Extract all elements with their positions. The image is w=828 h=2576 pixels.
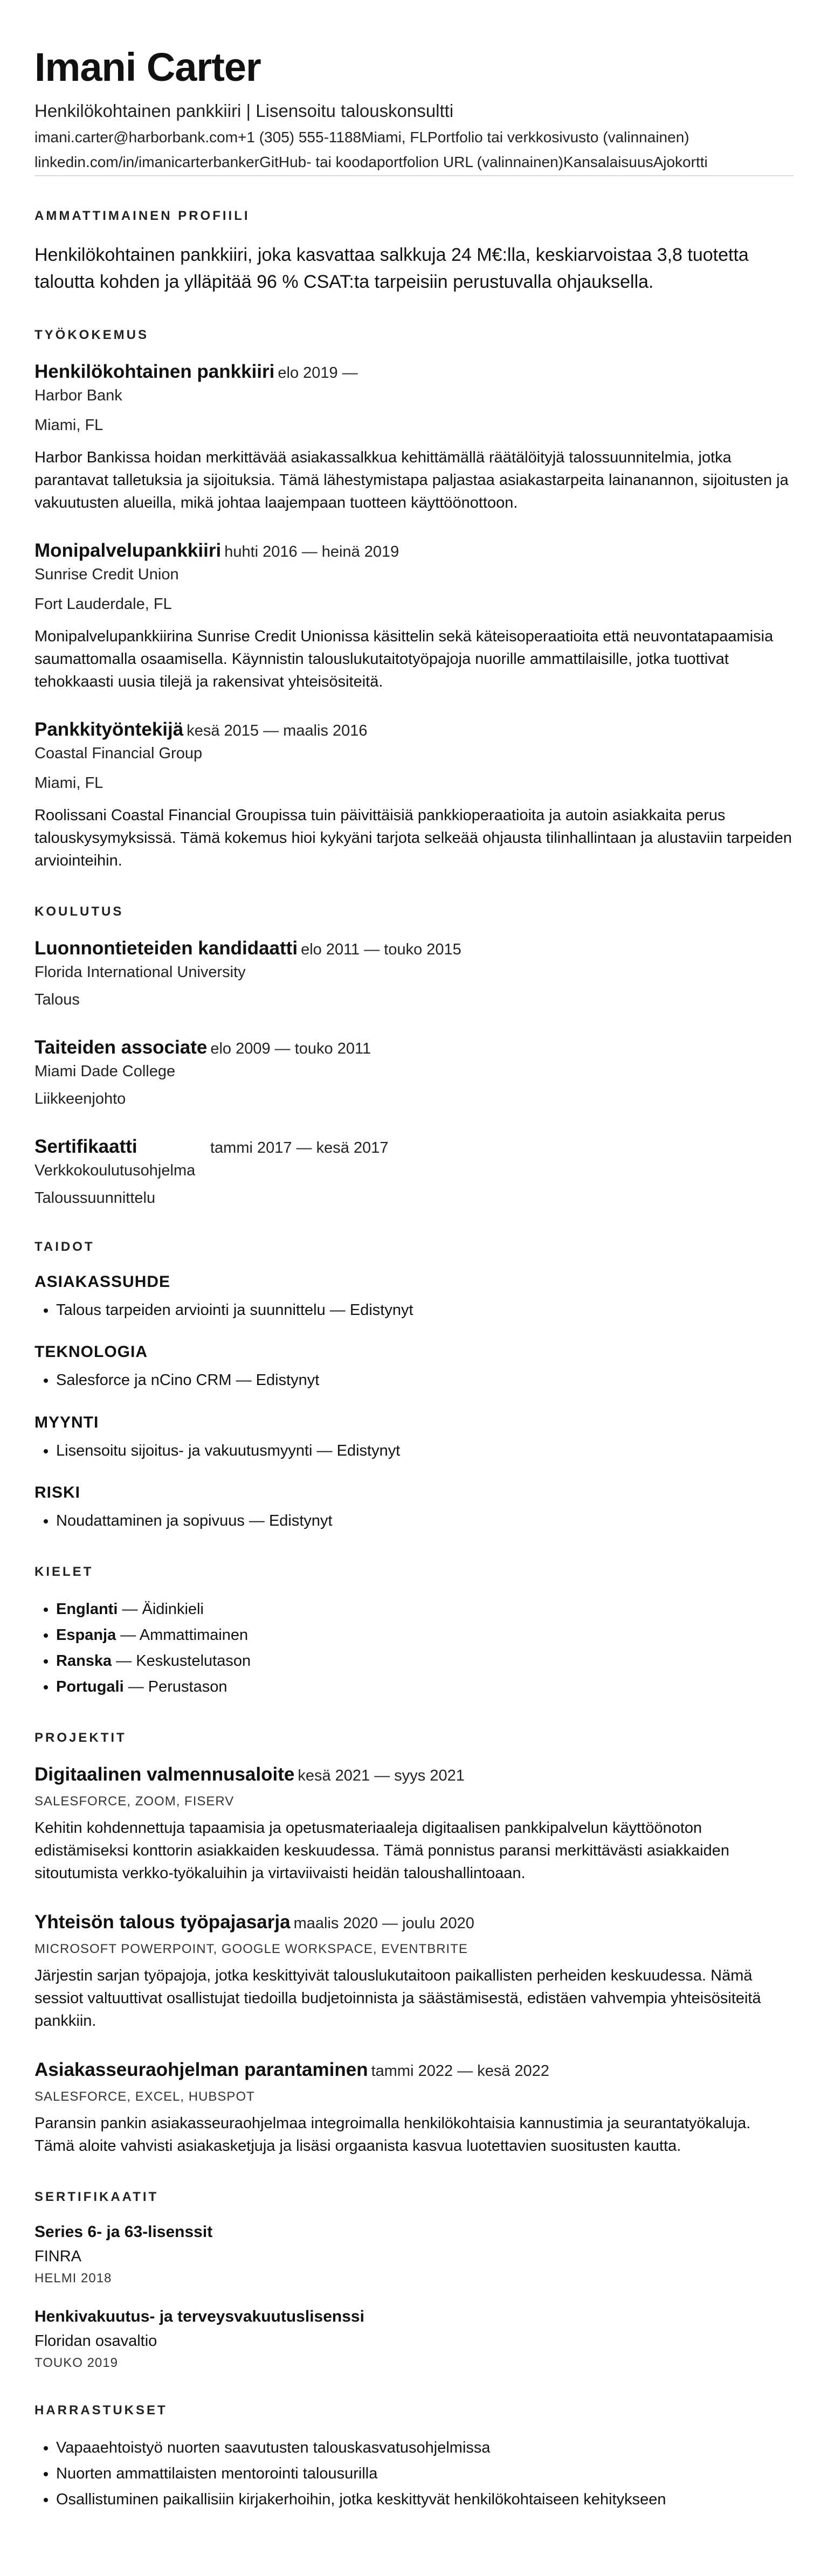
- project-entry-head: [34, 1912, 794, 1933]
- skill-item: • Noudattaminen ja sopivuus — Edistynyt: [56, 1509, 794, 1532]
- skill-category: MYYNTI: [34, 1413, 99, 1431]
- degree-dates: elo 2009 — touko 2011: [210, 1040, 371, 1058]
- degree-title: Luonnontieteiden kandidaatti: [34, 938, 298, 959]
- job-location: Miami, FL: [34, 416, 104, 434]
- language-name: Ranska: [56, 1652, 112, 1670]
- job-location: Fort Lauderdale, FL: [34, 595, 172, 613]
- section-title-education: KOULUTUS: [34, 904, 124, 919]
- project-name: Digitaalinen valmennusaloite: [34, 1763, 295, 1785]
- skill-list: [34, 1509, 794, 1532]
- skill-group: [34, 1343, 794, 1391]
- languages-section: [34, 1564, 794, 1698]
- language-level: — Äidinkieli: [118, 1600, 204, 1618]
- skill-list: [34, 1369, 794, 1391]
- project-tech: MICROSOFT POWERPOINT, GOOGLE WORKSPACE, EVENTBRITE: [34, 1941, 468, 1956]
- experience-entry-head: [34, 361, 794, 383]
- section-title-profile: AMMATTIMAINEN PROFIILI: [34, 209, 250, 224]
- skill-group: [34, 1484, 794, 1532]
- candidate-name: Imani Carter: [34, 45, 261, 89]
- education-entry: [34, 938, 794, 1009]
- job-description: Harbor Bankissa hoidan merkittävää asiakassalkkua kehittämällä räätälöityjä talossuunnitelmia, jotka parantavat talletuksia ja sijoituksia. Tämä lähestymistapa paljastaa asiakastarpeita lainanannon, sijoitusten ja vakuutusten alueilla, mikä johtaa laajempaan tuotteen käyttöönottoon.: [34, 448, 789, 512]
- contact-linkedin[interactable]: linkedin.com/in/imanicarterbanker: [34, 154, 260, 171]
- project-description: Kehitin kohdennettuja tapaamisia ja opetusmateriaaleja digitaalisen pankkipalvelun käyttöönoton edistämiseksi konttorin asiakkaiden keskuudessa. Tämä ponnistus paransi merkittävästi asiakkaiden sitoutumista verkko-työkaluihin ja virtaviivaisti heidän taloushallintoaan.: [34, 1819, 729, 1882]
- education-section: [34, 904, 794, 1207]
- language-level: — Keskustelutason: [112, 1652, 251, 1670]
- certification-name: Henkivakuutus- ja terveysvakuutuslisenssi: [34, 2308, 364, 2326]
- language-item: [56, 1675, 794, 1698]
- language-name: Portugali: [56, 1678, 124, 1695]
- experience-entry: [34, 540, 794, 693]
- hobby-list: [34, 2436, 794, 2511]
- header-divider: [34, 175, 794, 176]
- projects-section: [34, 1730, 794, 2157]
- degree-title: Taiteiden associate: [34, 1037, 208, 1058]
- language-name: Espanja: [56, 1626, 116, 1644]
- contact-email[interactable]: imani.carter@harborbank.com: [34, 129, 238, 146]
- project-entry-head: [34, 1764, 794, 1785]
- job-title: Pankkityöntekijä: [34, 719, 184, 740]
- skill-list: [34, 1299, 794, 1321]
- study-field: Taloussuunnittelu: [34, 1189, 156, 1207]
- job-company: Coastal Financial Group: [34, 745, 203, 763]
- candidate-headline: Henkilökohtainen pankkiiri | Lisensoitu talouskonsultti: [34, 101, 454, 121]
- project-name: Asiakasseuraohjelman parantaminen: [34, 2059, 368, 2081]
- resume-header: [34, 45, 794, 176]
- project-entry: [34, 2059, 794, 2157]
- job-description: Monipalvelupankkiirina Sunrise Credit Unionissa käsittelin sekä käteisoperaatioita että neuvontatapaamisia saumattomalla osaamisella. Käynnistin talouslukutaitotyöpajoja nuorille ammattilaisille, jotka tuottivat tehokkaasti uusia tilejä ja rakensivat yhteisösiteitä.: [34, 628, 774, 691]
- section-title-certifications: SERTIFIKAATIT: [34, 2190, 159, 2205]
- project-entry: [34, 1764, 794, 1885]
- project-name: Yhteisön talous työpajasarja: [34, 1911, 291, 1933]
- certification-entry: [34, 2223, 794, 2286]
- hobby-item: • Nuorten ammattilaisten mentorointi talousurilla: [56, 2462, 794, 2485]
- project-description: Paransin pankin asiakasseuraohjelmaa integroimalla henkilökohtaisia kannustimia ja seurantatyökaluja. Tämä aloite vahvisti asiakasketjuja ja lisäsi orgaanista kasvua luotettavien suositusten kautta.: [34, 2115, 751, 2155]
- education-entry: [34, 1037, 794, 1108]
- degree-dates: elo 2011 — touko 2015: [301, 941, 461, 959]
- certifications-section: [34, 2190, 794, 2371]
- certification-date: HELMI 2018: [34, 2271, 112, 2286]
- job-dates: kesä 2015 — maalis 2016: [187, 722, 368, 740]
- project-tech: SALESFORCE, ZOOM, FISERV: [34, 1793, 234, 1809]
- job-title: Henkilökohtainen pankkiiri: [34, 361, 275, 382]
- skill-item: • Talous tarpeiden arviointi ja suunnittelu — Edistynyt: [56, 1299, 794, 1321]
- study-field: Liikkeenjohto: [34, 1090, 126, 1108]
- degree-dates: tammi 2017 — kesä 2017: [210, 1139, 389, 1157]
- language-item: [56, 1598, 794, 1621]
- skill-item: • Salesforce ja nCino CRM — Edistynyt: [56, 1369, 794, 1391]
- contact-citizenship: Kansalaisuus: [563, 154, 653, 171]
- language-level: — Perustason: [123, 1678, 227, 1695]
- project-dates: kesä 2021 — syys 2021: [298, 1767, 465, 1784]
- job-company: Harbor Bank: [34, 386, 122, 404]
- skill-category: TEKNOLOGIA: [34, 1343, 148, 1361]
- experience-entry: [34, 361, 794, 514]
- experience-entry-head: [34, 719, 794, 740]
- section-title-skills: TAIDOT: [34, 1239, 95, 1255]
- school-name: Miami Dade College: [34, 1063, 176, 1081]
- contact-phone[interactable]: +1 (305) 555-1188: [238, 129, 362, 146]
- language-name: Englanti: [56, 1600, 118, 1618]
- contact-line-1: [34, 129, 794, 146]
- skills-section: [34, 1239, 794, 1532]
- experience-entry: [34, 719, 794, 872]
- contact-location: Miami, FL: [361, 129, 428, 146]
- certification-entry: [34, 2308, 794, 2371]
- degree-title: Sertifikaatti: [34, 1136, 137, 1158]
- job-location: Miami, FL: [34, 774, 104, 792]
- skill-list: [34, 1439, 794, 1462]
- hobby-item: • Vapaaehtoistyö nuorten saavutusten talouskasvatusohjelmissa: [56, 2436, 794, 2459]
- experience-section: [34, 328, 794, 872]
- section-title-projects: PROJEKTIT: [34, 1730, 127, 1745]
- job-dates: elo 2019 —: [278, 364, 358, 382]
- education-entry-head: [34, 1037, 794, 1058]
- job-title: Monipalvelupankkiiri: [34, 540, 222, 562]
- skill-group: [34, 1414, 794, 1462]
- language-level: — Ammattimainen: [116, 1626, 249, 1644]
- language-item: [56, 1624, 794, 1646]
- profile-section: [34, 209, 794, 295]
- skill-category: RISKI: [34, 1483, 81, 1501]
- certification-issuer: FINRA: [34, 2248, 81, 2266]
- profile-summary: Henkilökohtainen pankkiiri, joka kasvattaa salkkuja 24 M€:lla, keskiarvoistaa 3,8 tuotetta taloutta kohden ja ylläpitää 96 % CSAT:ta tarpeisiin perustuvalla ohjauksella.: [34, 245, 749, 292]
- project-entry-head: [34, 2059, 794, 2081]
- job-company: Sunrise Credit Union: [34, 566, 179, 584]
- contact-driving: Ajokortti: [653, 154, 708, 171]
- project-dates: tammi 2022 — kesä 2022: [371, 2062, 550, 2080]
- skill-item: • Lisensoitu sijoitus- ja vakuutusmyynti — Edistynyt: [56, 1439, 794, 1462]
- school-name: Verkkokoulutusohjelma: [34, 1162, 196, 1180]
- contact-github[interactable]: GitHub- tai koodaportfolion URL (valinnainen): [259, 154, 564, 171]
- certification-name: Series 6- ja 63-lisenssit: [34, 2223, 213, 2241]
- certification-date: TOUKO 2019: [34, 2356, 118, 2371]
- certification-issuer: Floridan osavaltio: [34, 2332, 157, 2350]
- job-dates: huhti 2016 — heinä 2019: [224, 543, 399, 561]
- contact-line-2: [34, 154, 794, 171]
- section-title-experience: TYÖKOKEMUS: [34, 327, 149, 342]
- skill-category: ASIAKASSUHDE: [34, 1273, 171, 1291]
- hobbies-section: [34, 2403, 794, 2511]
- job-description: Roolissani Coastal Financial Groupissa tuin päivittäisiä pankkioperaatioita ja autoin asiakkaita perus talouskysymyksissä. Tämä kokemus hioi kykyäni tarjota selkeää ohjausta tilinhallintaan ja alustaviin tarpeiden arviointeihin.: [34, 807, 792, 870]
- education-entry: [34, 1136, 794, 1207]
- education-entry-head: [34, 1136, 794, 1158]
- project-dates: maalis 2020 — joulu 2020: [293, 1914, 474, 1932]
- project-tech: SALESFORCE, EXCEL, HUBSPOT: [34, 2089, 255, 2104]
- contact-portfolio[interactable]: Portfolio tai verkkosivusto (valinnainen): [427, 129, 689, 146]
- skill-group: [34, 1273, 794, 1321]
- school-name: Florida International University: [34, 964, 246, 981]
- experience-entry-head: [34, 540, 794, 562]
- project-entry: [34, 1912, 794, 2032]
- section-title-languages: KIELET: [34, 1564, 94, 1579]
- language-list: [34, 1598, 794, 1698]
- project-description: Järjestin sarjan työpajoja, jotka keskittyivät talouslukutaitoon paikallisten perheiden keskuudessa. Nämä sessiot valtuuttivat osallistujat tiedoilla budjetoinnista ja säästämisestä, edistäen vahvempia yhteisösiteitä pankkiin.: [34, 1966, 761, 2030]
- education-entry-head: [34, 938, 794, 959]
- section-title-hobbies: HARRASTUKSET: [34, 2403, 168, 2418]
- hobby-item: • Osallistuminen paikallisiin kirjakerhoihin, jotka keskittyvät henkilökohtaiseen kehitykseen: [56, 2488, 794, 2511]
- language-item: [56, 1650, 794, 1672]
- study-field: Talous: [34, 991, 80, 1009]
